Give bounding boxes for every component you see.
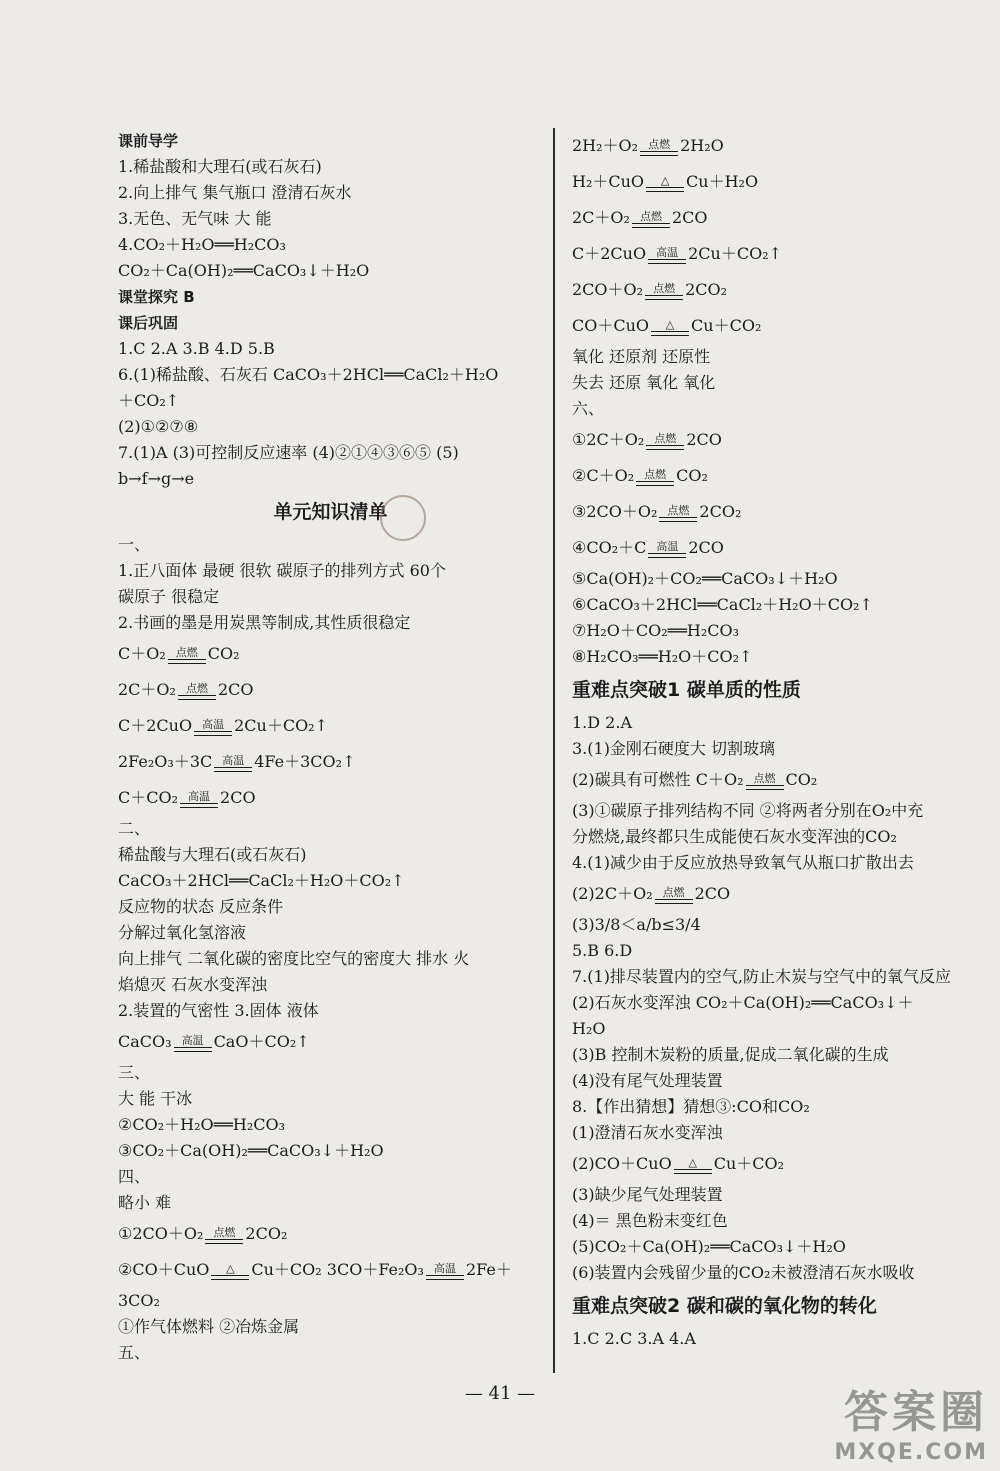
reaction-condition-label: 点燃	[667, 504, 690, 517]
equation-reactants: H₂＋CuO	[572, 172, 645, 191]
answer-line: CaCO₃＋2HCl══CaCl₂＋H₂O＋CO₂↑	[118, 871, 405, 890]
reaction-condition	[655, 887, 693, 912]
equals-bar	[648, 553, 686, 558]
equation-reactants: 2C＋O₂	[572, 208, 630, 227]
answer-line: (3)B 控制木炭粉的质量,促成二氧化碳的生成	[572, 1045, 889, 1064]
reaction-condition	[168, 647, 206, 672]
chemical-equation	[572, 128, 992, 164]
equals-bar	[180, 803, 218, 808]
left-column	[118, 128, 543, 1366]
answer-line: 向上排气 二氧化碳的密度比空气的密度大 排水 火	[118, 949, 470, 968]
equation-products: 2CO	[688, 538, 724, 557]
equation-reactants: ②C＋O₂	[572, 466, 635, 485]
chemical-equation	[118, 1252, 543, 1288]
unit-section-title: 重难点突破2 碳和碳的氧化物的转化	[572, 1295, 877, 1317]
reaction-condition	[648, 247, 686, 272]
reaction-condition-label: 点燃	[213, 1226, 236, 1239]
chemical-equation	[118, 780, 543, 816]
answer-line: 5.B 6.D	[572, 941, 633, 960]
answer-line: 三、	[118, 1063, 151, 1082]
equals-bar	[659, 517, 697, 522]
equation-reactants: (2)2C＋O₂	[572, 884, 653, 903]
reaction-condition	[180, 791, 218, 816]
chemical-equation	[572, 762, 992, 798]
chemical-equation	[572, 422, 992, 458]
unit-section-title: 重难点突破1 碳单质的性质	[572, 679, 801, 701]
equation-reactants: CaCO₃	[118, 1032, 172, 1051]
equals-bar	[646, 445, 684, 450]
reaction-condition-label: 点燃	[648, 138, 671, 151]
reaction-condition	[651, 319, 689, 344]
answer-line: 3.(1)金刚石硬度大 切割玻璃	[572, 739, 776, 758]
equals-bar	[655, 899, 693, 904]
equation-products: 2Cu＋CO₂↑	[688, 244, 783, 263]
section-heading: 课后巩固	[118, 314, 179, 332]
answer-line: (4)没有尾气处理装置	[572, 1071, 723, 1090]
reaction-condition-label: 高温	[202, 718, 225, 731]
chemical-equation	[572, 494, 992, 530]
reaction-condition	[659, 505, 697, 530]
answer-line: 氧化 还原剂 还原性	[572, 347, 711, 366]
answer-line: 8.【作出猜想】猜想③:CO和CO₂	[572, 1097, 810, 1116]
answer-line: ③CO₂＋Ca(OH)₂══CaCO₃↓＋H₂O	[118, 1141, 384, 1160]
equation-reactants: 2C＋O₂	[118, 680, 176, 699]
equation-reactants: C＋CO₂	[118, 788, 179, 807]
answer-line: (1)澄清石灰水变浑浊	[572, 1123, 723, 1142]
watermark-logo-text: 答案圈	[844, 1387, 988, 1438]
answer-line: ⑧H₂CO₃══H₂O＋CO₂↑	[572, 647, 753, 666]
equals-bar	[194, 731, 232, 736]
chemical-equation	[572, 164, 992, 200]
reaction-condition-label: 点燃	[753, 772, 776, 785]
homework-stamp	[380, 495, 426, 541]
column-divider	[553, 128, 555, 1373]
answer-line: 7.(1)A (3)可控制反应速率 (4)②①④③⑥⑤ (5)	[118, 443, 459, 462]
section-heading: 课堂探究 B	[118, 288, 195, 306]
reaction-condition-label: △	[665, 318, 675, 331]
equation-reactants: ①2C＋O₂	[572, 430, 645, 449]
reaction-condition	[636, 469, 674, 494]
answer-line: 分解过氧化氢溶液	[118, 923, 247, 942]
chemical-equation	[118, 672, 543, 708]
reaction-condition-label: 点燃	[639, 210, 662, 223]
answer-line: (6)装置内会残留少量的CO₂未被澄清石灰水吸收	[572, 1263, 915, 1282]
answer-line: 焰熄灭 石灰水变浑浊	[118, 975, 268, 994]
reaction-condition	[640, 139, 678, 164]
reaction-condition-label: 点燃	[175, 646, 198, 659]
reaction-condition-label: 点燃	[653, 282, 676, 295]
answer-line: (4)＝ 黑色粉末变红色	[572, 1211, 728, 1230]
answer-line: 一、	[118, 535, 151, 554]
right-column	[572, 128, 992, 1352]
answer-line: 稀盐酸与大理石(或石灰石)	[118, 845, 307, 864]
answer-line: (2)①②⑦⑧	[118, 417, 199, 436]
reaction-condition	[746, 773, 784, 798]
answer-line: b→f→g→e	[118, 469, 195, 488]
reaction-condition-label: 高温	[656, 246, 679, 259]
equals-bar	[648, 259, 686, 264]
equation-reactants: ②CO＋CuO	[118, 1260, 210, 1279]
answer-line: 4.CO₂＋H₂O══H₂CO₃	[118, 235, 286, 254]
equation-products: 2CO	[686, 430, 722, 449]
answer-line: 2.向上排气 集气瓶口 澄清石灰水	[118, 183, 352, 202]
reaction-condition	[205, 1227, 243, 1252]
reaction-condition	[648, 541, 686, 566]
reaction-condition-label: 高温	[656, 540, 679, 553]
answer-line: 略小 难	[118, 1193, 172, 1212]
reaction-condition	[214, 755, 252, 780]
equals-bar	[636, 481, 674, 486]
equation-products: Cu＋CO₂ 3CO＋Fe₂O₃	[251, 1260, 424, 1279]
chemical-equation	[118, 744, 543, 780]
chemical-equation	[118, 708, 543, 744]
equals-bar	[651, 331, 689, 336]
equation-products: 2CO	[217, 680, 254, 699]
reaction-condition	[632, 211, 670, 236]
reaction-condition	[674, 1157, 712, 1182]
equals-bar	[646, 187, 684, 192]
equation-products: 2CO₂	[699, 502, 742, 521]
reaction-condition	[645, 283, 683, 308]
reaction-condition-label: 点燃	[644, 468, 667, 481]
equation-products: CO₂	[785, 770, 818, 789]
answer-line: 1.C 2.A 3.B 4.D 5.B	[118, 339, 275, 358]
reaction-condition-label: △	[660, 174, 670, 187]
reaction-condition	[646, 433, 684, 458]
equation-products: 2CO	[694, 884, 731, 903]
answer-line: 2.书画的墨是用炭黑等制成,其性质很稳定	[118, 613, 411, 632]
chemical-equation	[118, 1216, 543, 1252]
section-heading: 课前导学	[118, 132, 179, 150]
reaction-condition-label: △	[226, 1262, 235, 1275]
reaction-condition-label: 点燃	[654, 432, 677, 445]
answer-line: (5)CO₂＋Ca(OH)₂══CaCO₃↓＋H₂O	[572, 1237, 846, 1256]
reaction-condition-label: 高温	[222, 754, 245, 767]
answer-line: (2)石灰水变浑浊 CO₂＋Ca(OH)₂══CaCO₃↓＋	[572, 993, 914, 1012]
answer-line: ①作气体燃料 ②冶炼金属	[118, 1317, 300, 1336]
answer-line: 3.无色、无气味 大 能	[118, 209, 272, 228]
answer-line: 碳原子 很稳定	[118, 587, 220, 606]
answer-line: (3)3/8＜a/b≤3/4	[572, 915, 701, 934]
equation-reactants: 2H₂＋O₂	[572, 136, 639, 155]
equation-products: Cu＋CO₂	[691, 316, 762, 335]
equation-products: CO₂	[207, 644, 240, 663]
equals-bar	[211, 1275, 249, 1280]
equation-reactants: 2Fe₂O₃＋3C	[118, 752, 213, 771]
equation-reactants: 2CO＋O₂	[572, 280, 644, 299]
answer-line: ＋CO₂↑	[118, 391, 180, 410]
equals-bar	[168, 659, 206, 664]
equation-reactants: (2)CO＋CuO	[572, 1154, 672, 1173]
reaction-condition-label: 高温	[433, 1262, 456, 1275]
answer-line: 二、	[118, 819, 151, 838]
chemical-equation	[572, 876, 992, 912]
answer-line: 4.(1)减少由于反应放热导致氧气从瓶口扩散出去	[572, 853, 914, 872]
equation-reactants: C＋O₂	[118, 644, 166, 663]
equation-reactants: C＋2CuO	[118, 716, 193, 735]
answer-line: 六、	[572, 399, 605, 418]
equation-products: 2CO₂	[245, 1224, 288, 1243]
chemical-equation	[572, 200, 992, 236]
reaction-condition-label: 点燃	[185, 682, 208, 695]
equals-bar	[674, 1169, 712, 1174]
page-number: — 41 —	[464, 1383, 536, 1404]
equals-bar	[205, 1239, 243, 1244]
equals-bar	[640, 151, 678, 156]
reaction-condition-label: 点燃	[662, 886, 685, 899]
chemical-equation	[572, 272, 992, 308]
equation-products: CO₂	[676, 466, 708, 485]
answer-line: (3)①碳原子排列结构不同 ②将两者分别在O₂中充	[572, 801, 924, 820]
answer-line: 3CO₂	[118, 1291, 160, 1310]
reaction-condition	[211, 1263, 249, 1288]
answer-line: ②CO₂＋H₂O══H₂CO₃	[118, 1115, 286, 1134]
equation-products: 2CO₂	[685, 280, 728, 299]
answer-line: 6.(1)稀盐酸、石灰石 CaCO₃＋2HCl══CaCl₂＋H₂O	[118, 365, 499, 384]
answer-line: (3)缺少尾气处理装置	[572, 1185, 723, 1204]
chemical-equation	[572, 236, 992, 272]
equation-reactants: ①2CO＋O₂	[118, 1224, 204, 1243]
chemical-equation	[572, 530, 992, 566]
answer-line: 大 能 干冰	[118, 1089, 193, 1108]
reaction-condition-label: 高温	[188, 790, 211, 803]
answer-line: 分燃烧,最终都只生成能使石灰水变浑浊的CO₂	[572, 827, 897, 846]
equals-bar	[174, 1047, 212, 1052]
watermark-url: MXQE.COM	[834, 1440, 988, 1465]
answer-line: ⑤Ca(OH)₂＋CO₂══CaCO₃↓＋H₂O	[572, 569, 838, 588]
equation-products: 2CO	[671, 208, 708, 227]
answer-line: 2.装置的气密性 3.固体 液体	[118, 1001, 319, 1020]
reaction-condition-label: 高温	[181, 1034, 204, 1047]
answer-line: 1.正八面体 最硬 很软 碳原子的排列方式 60个	[118, 561, 446, 580]
equation-reactants: CO＋CuO	[572, 316, 650, 335]
chemical-equation	[118, 636, 543, 672]
answer-line: CO₂＋Ca(OH)₂══CaCO₃↓＋H₂O	[118, 261, 370, 280]
answer-line: 五、	[118, 1343, 151, 1362]
chemical-equation	[118, 1024, 543, 1060]
reaction-condition	[178, 683, 216, 708]
site-watermark	[834, 1376, 988, 1465]
equals-bar	[426, 1275, 464, 1280]
equation-reactants: C＋2CuO	[572, 244, 647, 263]
equation-products: 4Fe＋3CO₂↑	[254, 752, 356, 771]
reaction-condition	[174, 1035, 212, 1060]
answer-line: 1.C 2.C 3.A 4.A	[572, 1329, 696, 1348]
equation-products: 2CO	[220, 788, 256, 807]
answer-line: 1.稀盐酸和大理石(或石灰石)	[118, 157, 322, 176]
reaction-condition	[194, 719, 232, 744]
answer-line: ⑥CaCO₃＋2HCl══CaCl₂＋H₂O＋CO₂↑	[572, 595, 873, 614]
equation-products: Cu＋CO₂	[713, 1154, 785, 1173]
equation-reactants: (2)碳具有可燃性 C＋O₂	[572, 770, 744, 789]
equals-bar	[178, 695, 216, 700]
chemical-equation	[572, 458, 992, 494]
reaction-condition	[426, 1263, 464, 1288]
equation-products: 2Cu＋CO₂↑	[234, 716, 329, 735]
answer-line: ⑦H₂O＋CO₂══H₂CO₃	[572, 621, 740, 640]
equation-products: Cu＋H₂O	[686, 172, 759, 191]
answer-line: 失去 还原 氧化 氧化	[572, 373, 716, 392]
answer-line: 四、	[118, 1167, 151, 1186]
equation-products: CaO＋CO₂↑	[213, 1032, 310, 1051]
answer-line: H₂O	[572, 1019, 606, 1038]
chemical-equation	[572, 1146, 992, 1182]
equals-bar	[645, 295, 683, 300]
equals-bar	[746, 785, 784, 790]
equation-products: 2H₂O	[680, 136, 724, 155]
equals-bar	[214, 767, 252, 772]
equals-bar	[632, 223, 670, 228]
chemical-equation	[572, 308, 992, 344]
reaction-condition	[646, 175, 684, 200]
equation-products: 2Fe＋	[465, 1260, 512, 1279]
answer-line: 1.D 2.A	[572, 713, 632, 732]
reaction-condition-label: △	[688, 1156, 697, 1169]
equation-reactants: ④CO₂＋C	[572, 538, 647, 557]
answer-line: 反应物的状态 反应条件	[118, 897, 284, 916]
answer-line: 7.(1)排尽装置内的空气,防止木炭与空气中的氧气反应	[572, 967, 952, 986]
unit-section-title: 单元知识清单	[273, 501, 388, 523]
equation-reactants: ③2CO＋O₂	[572, 502, 658, 521]
